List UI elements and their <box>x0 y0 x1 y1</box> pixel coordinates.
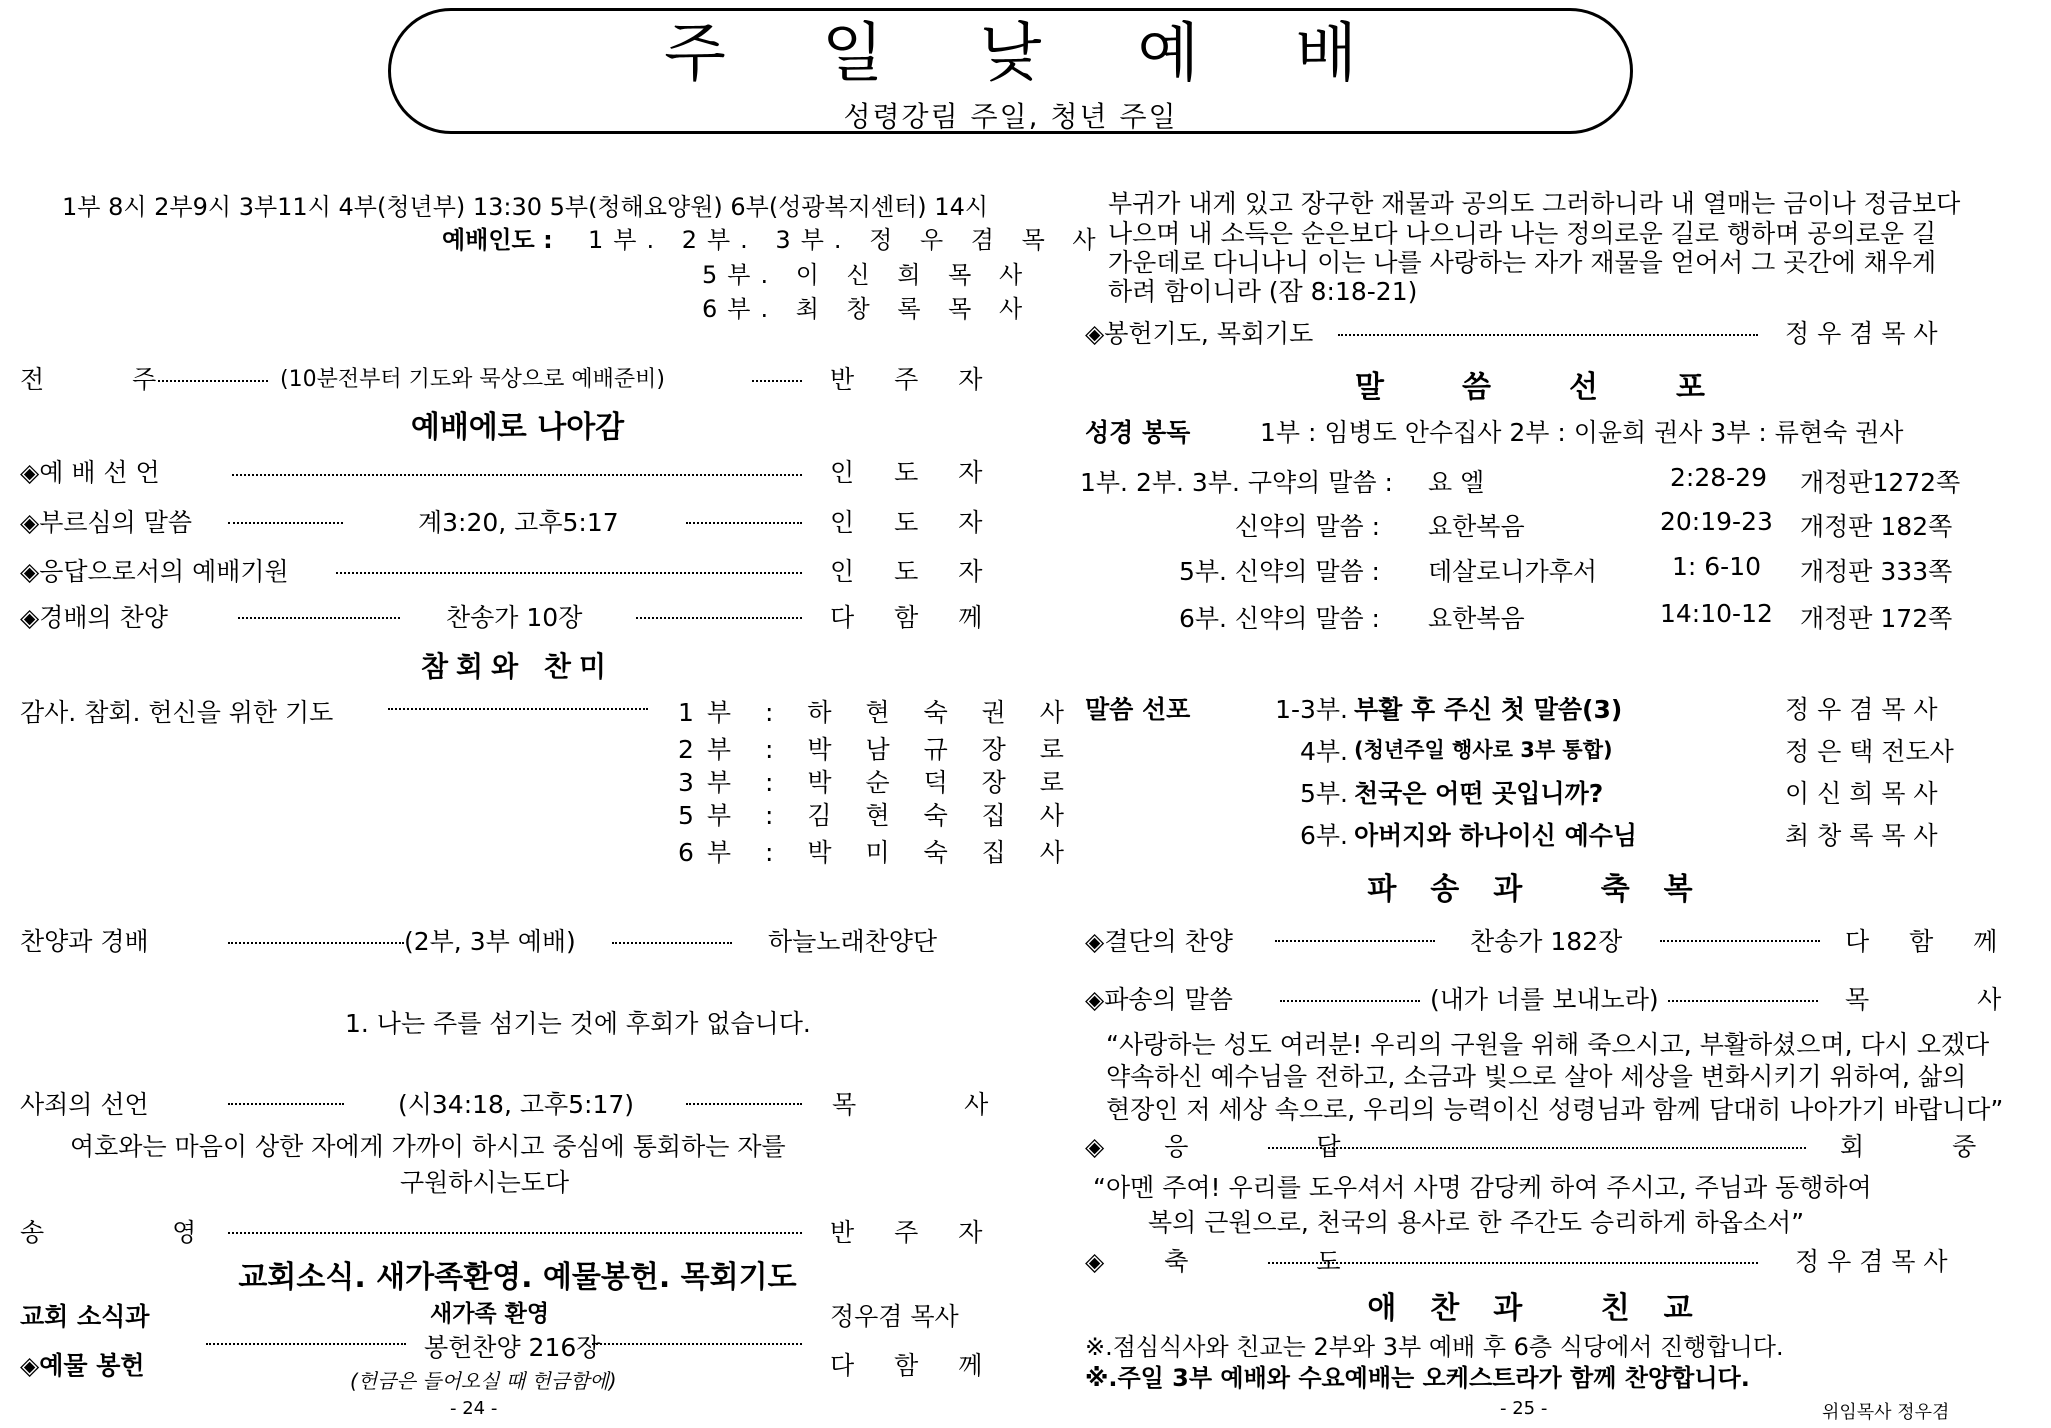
dotted-leader <box>752 380 802 382</box>
sermon-part: 1-3부. <box>1275 695 1348 724</box>
praise-who: 하늘노래찬양단 <box>768 927 938 956</box>
sermon-preacher: 정 은 택 전도사 <box>1785 737 1954 766</box>
news-who: 정우겸 목사 <box>830 1302 959 1331</box>
sermon-preacher: 정 우 겸 목 사 <box>1785 695 1938 724</box>
blessing-who: 정 우 겸 목 사 <box>1795 1247 1948 1276</box>
prayer-person: 6부 : 박 미 숙 집 사 <box>678 838 1077 867</box>
dotted-leader <box>158 380 268 382</box>
prayer-label: 감사. 참회. 헌신을 위한 기도 <box>20 698 334 727</box>
reading-book: 데살로니가후서 <box>1428 557 1598 586</box>
sermon-label: 말씀 선포 <box>1085 695 1191 724</box>
pastor-footer: 위임목사 정우겸 <box>1822 1402 1950 1423</box>
dotted-leader <box>636 617 802 619</box>
dotted-leader <box>612 942 732 944</box>
dotted-leader <box>592 1343 802 1345</box>
doxology-who: 반 주 자 <box>830 1218 999 1247</box>
sermon-part: 5부. <box>1299 779 1348 808</box>
response-text: 복의 근원으로, 천국의 용사로 한 주간도 승리하게 하옵소서” <box>1148 1208 1805 1237</box>
closing-hymn: 찬송가 182장 <box>1470 927 1623 956</box>
sermon-preacher: 이 신 희 목 사 <box>1785 779 1938 808</box>
prelude-note: (10분전부터 기도와 묵상으로 예배준비) <box>280 367 665 392</box>
section-heading: 애찬과 친교 <box>1367 1291 1727 1326</box>
service-schedule: 1부 8시 2부9시 3부11시 4부(청년부) 13:30 5부(청해요양원) 6부(성광복지센터) 14시 <box>62 193 989 221</box>
absolution-label: 사죄의 선언 <box>20 1090 149 1119</box>
sermon-title: 천국은 어떤 곳입니까? <box>1354 779 1604 808</box>
reading-page: 개정판 172쪽 <box>1800 604 1953 633</box>
reading-part: 6부. 신약의 말씀 : <box>1178 604 1380 633</box>
blessing-label: ◈축 도 <box>1085 1247 1401 1276</box>
absolution-text: 여호와는 마음이 상한 자에게 가까이 하시고 중심에 통회하는 자를 <box>70 1132 786 1161</box>
dotted-leader <box>1338 334 1758 336</box>
order-item-who: 인 도 자 <box>830 557 999 586</box>
dotted-leader <box>232 474 802 476</box>
dotted-leader <box>238 617 400 619</box>
scripture-text: 하려 함이니라 (잠 8:18-21) <box>1108 277 1418 306</box>
section-heading: 교회소식. 새가족환영. 예물봉헌. 목회기도 <box>238 1260 797 1295</box>
reading-book: 요한복음 <box>1428 604 1525 633</box>
reading-ref: 2:28-29 <box>1670 463 1767 492</box>
order-item-who: 인 도 자 <box>830 508 999 537</box>
dotted-leader <box>686 522 802 524</box>
reading-page: 개정판 182쪽 <box>1800 512 1953 541</box>
prayer-person: 2부 : 박 남 규 장 로 <box>678 735 1077 764</box>
offering-prayer-who: 정 우 겸 목 사 <box>1785 319 1938 348</box>
closing-hymn-label: ◈결단의 찬양 <box>1085 927 1233 956</box>
news-label: 교회 소식과 <box>20 1302 150 1331</box>
reading-part: 1부. 2부. 3부. 구약의 말씀 : <box>1080 468 1393 497</box>
order-item-label: ◈응답으로서의 예배기원 <box>20 557 289 586</box>
sending-ref: (내가 너를 보내노라) <box>1430 985 1659 1014</box>
scripture-text: 나으며 내 소득은 순은보다 나으니라 나는 정의로운 길로 행하며 공의로운 길 <box>1108 219 1937 248</box>
offering-label: ◈예물 봉헌 <box>20 1351 145 1380</box>
page-number-left: - 24 - <box>450 1398 498 1419</box>
dotted-leader <box>1660 940 1820 942</box>
reading-readers: 1부 : 임병도 안수집사 2부 : 이윤희 권사 3부 : 류현숙 권사 <box>1260 418 1904 447</box>
notice-line: ※.주일 3부 예배와 수요예배는 오케스트라가 함께 찬양합니다. <box>1085 1364 1750 1392</box>
leader-line: 6부. 최 창 록 목 사 <box>702 295 1033 323</box>
offering-note: (헌금은 들어오실 때 헌금함에) <box>350 1369 617 1393</box>
dotted-leader <box>206 1343 406 1345</box>
dotted-leader <box>336 572 802 574</box>
section-heading: 예배에로 나아감 <box>410 410 625 445</box>
offering-who: 다 함 께 <box>830 1351 999 1380</box>
order-item-mid: 계3:20, 고후5:17 <box>418 508 619 537</box>
offering-hymn: 봉헌찬양 216장 <box>424 1333 601 1362</box>
reading-book: 요한복음 <box>1428 512 1525 541</box>
sermon-part: 4부. <box>1299 737 1348 766</box>
response-label: ◈응 답 <box>1085 1132 1401 1161</box>
order-item-label: ◈부르심의 말씀 <box>20 508 193 537</box>
order-item-mid: 찬송가 10장 <box>446 603 583 632</box>
news-welcome: 새가족 환영 <box>430 1301 550 1327</box>
leaders-label: 예배인도 : <box>442 226 553 254</box>
praise-label: 찬양과 경배 <box>20 927 149 956</box>
dotted-leader <box>228 1232 802 1234</box>
notice-line: ※.점심식사와 친교는 2부와 3부 예배 후 6층 식당에서 진행합니다. <box>1085 1333 1784 1361</box>
offering-prayer-label: ◈봉헌기도, 목회기도 <box>1085 319 1314 348</box>
sending-text: 약속하신 예수님을 전하고, 소금과 빛으로 살아 세상을 변화시키기 위하여, 삶의 <box>1106 1062 1967 1091</box>
scripture-text: 가운데로 다니나니 이는 나를 사랑하는 자가 재물을 얻어서 그 곳간에 채우게 <box>1108 248 1937 277</box>
reading-part: 신약의 말씀 : <box>1234 512 1380 541</box>
sermon-title: 아버지와 하나이신 예수님 <box>1354 821 1638 850</box>
leader-line: 1부. 2부. 3부. 정 우 겸 목 사 <box>588 226 1106 254</box>
prayer-person: 1부 : 하 현 숙 권 사 <box>678 698 1077 727</box>
section-heading: 말씀선포 <box>1355 370 1783 405</box>
prayer-person: 5부 : 김 현 숙 집 사 <box>678 801 1077 830</box>
dotted-leader <box>1268 1262 1758 1264</box>
order-item-who: 다 함 께 <box>830 603 999 632</box>
sending-label: ◈파송의 말씀 <box>1085 985 1233 1014</box>
order-item-label: ◈예 배 선 언 <box>20 458 160 487</box>
reading-part: 5부. 신약의 말씀 : <box>1178 557 1380 586</box>
leader-line: 5부. 이 신 희 목 사 <box>702 261 1033 289</box>
reading-ref: 1: 6-10 <box>1672 552 1762 581</box>
sermon-title: 부활 후 주신 첫 말씀(3) <box>1354 695 1623 724</box>
dotted-leader <box>1275 940 1435 942</box>
dotted-leader <box>1268 1147 1806 1149</box>
section-heading: 파송과 축복 <box>1367 872 1727 907</box>
scripture-text: 부귀가 내게 있고 장구한 재물과 공의도 그러하니라 내 열매는 금이나 정금보다 <box>1108 189 1961 218</box>
dotted-leader <box>686 1103 802 1105</box>
reading-ref: 14:10-12 <box>1660 599 1773 628</box>
dotted-leader <box>1280 1000 1420 1002</box>
prelude-who: 반 주 자 <box>830 365 999 394</box>
reading-page: 개정판 333쪽 <box>1800 557 1953 586</box>
page-subtitle: 성령강림 주일, 청년 주일 <box>843 100 1178 133</box>
page-title: 주일낮예배 <box>663 17 1454 91</box>
prelude-label: 전 주 <box>20 365 197 394</box>
praise-song: 1. 나는 주를 섬기는 것에 후회가 없습니다. <box>345 1009 811 1038</box>
dotted-leader <box>1668 1000 1818 1002</box>
absolution-ref: (시34:18, 고후5:17) <box>398 1090 635 1119</box>
absolution-text: 구원하시는도다 <box>400 1168 570 1197</box>
page-number-right: - 25 - <box>1500 1398 1548 1419</box>
response-who: 회 중 <box>1840 1132 2017 1161</box>
order-item-label: ◈경배의 찬양 <box>20 603 168 632</box>
reading-book: 요 엘 <box>1428 468 1485 497</box>
response-text: “아멘 주여! 우리를 도우셔서 사명 감당케 하여 주시고, 주님과 동행하여 <box>1093 1173 1872 1202</box>
sermon-preacher: 최 창 록 목 사 <box>1785 821 1938 850</box>
reading-label: 성경 봉독 <box>1085 418 1191 447</box>
reading-page: 개정판1272쪽 <box>1800 468 1961 497</box>
title-banner <box>388 8 1633 134</box>
absolution-who: 목 사 <box>832 1090 1039 1119</box>
closing-hymn-who: 다 함 께 <box>1845 927 2014 956</box>
praise-note: (2부, 3부 예배) <box>404 927 576 956</box>
dotted-leader <box>228 522 343 524</box>
sending-who: 목 사 <box>1845 985 2051 1014</box>
sermon-title: (청년주일 행사로 3부 통합) <box>1354 738 1613 762</box>
reading-ref: 20:19-23 <box>1660 507 1773 536</box>
dotted-leader <box>228 942 404 944</box>
order-item-who: 인 도 자 <box>830 458 999 487</box>
sending-text: 현장인 저 세상 속으로, 우리의 능력이신 성령님과 함께 담대히 나아가기 바랍니다” <box>1106 1095 2004 1124</box>
section-heading: 참회와 찬미 <box>421 650 614 683</box>
sending-text: “사랑하는 성도 여러분! 우리의 구원을 위해 죽으시고, 부활하셨으며, 다시 오겠다 <box>1106 1030 1990 1059</box>
prayer-person: 3부 : 박 순 덕 장 로 <box>678 768 1077 797</box>
sermon-part: 6부. <box>1299 821 1348 850</box>
doxology-label: 송 영 <box>20 1218 257 1247</box>
dotted-leader <box>388 708 648 710</box>
dotted-leader <box>228 1103 344 1105</box>
